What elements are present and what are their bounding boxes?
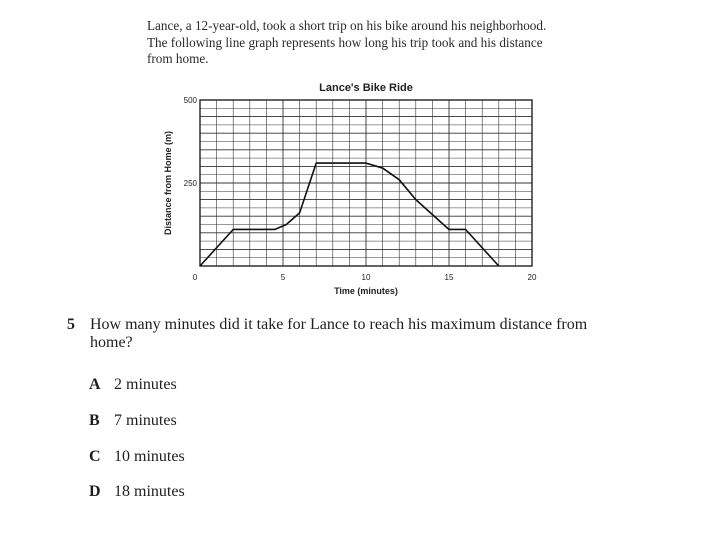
y-tick-label: 250 bbox=[183, 179, 197, 188]
question-number: 5 bbox=[67, 316, 75, 333]
intro-line: from home. bbox=[147, 51, 209, 66]
x-tick-label: 10 bbox=[361, 273, 371, 282]
choice-letter: D bbox=[89, 483, 101, 500]
answer-choice-c[interactable] bbox=[89, 448, 185, 466]
intro-line: Lance, a 12-year-old, took a short trip on his bike around his neighborhood. bbox=[147, 18, 547, 33]
question-text bbox=[90, 316, 690, 352]
choice-text: 10 minutes bbox=[114, 448, 185, 465]
choice-letter: A bbox=[89, 376, 101, 393]
chart-grid bbox=[200, 100, 532, 266]
y-axis-label: Distance from Home (m) bbox=[163, 130, 173, 236]
answer-choice-b[interactable] bbox=[89, 412, 177, 430]
x-tick-label: 5 bbox=[280, 273, 286, 282]
x-tick-label: 15 bbox=[444, 273, 454, 282]
choice-text: 18 minutes bbox=[114, 483, 185, 500]
x-tick-labels bbox=[193, 273, 537, 282]
choice-text: 7 minutes bbox=[114, 412, 177, 429]
intro-line: The following line graph represents how long his trip took and his distance bbox=[147, 34, 543, 50]
x-tick-label: 0 bbox=[192, 273, 198, 282]
choice-text: 2 minutes bbox=[114, 376, 177, 393]
y-tick-labels bbox=[184, 96, 198, 188]
x-tick-label: 20 bbox=[527, 273, 537, 282]
chart-title: Lance's Bike Ride bbox=[319, 82, 413, 94]
answer-choice-a[interactable] bbox=[89, 376, 177, 394]
answer-choice-d[interactable] bbox=[89, 483, 185, 501]
x-axis-label: Time (minutes) bbox=[334, 286, 398, 296]
question-line: home? bbox=[90, 334, 133, 351]
choice-letter: B bbox=[89, 412, 100, 429]
question-line: How many minutes did it take for Lance to reach his maximum distance from bbox=[90, 316, 588, 333]
y-tick-label: 500 bbox=[183, 96, 197, 105]
choice-letter: C bbox=[89, 448, 101, 465]
